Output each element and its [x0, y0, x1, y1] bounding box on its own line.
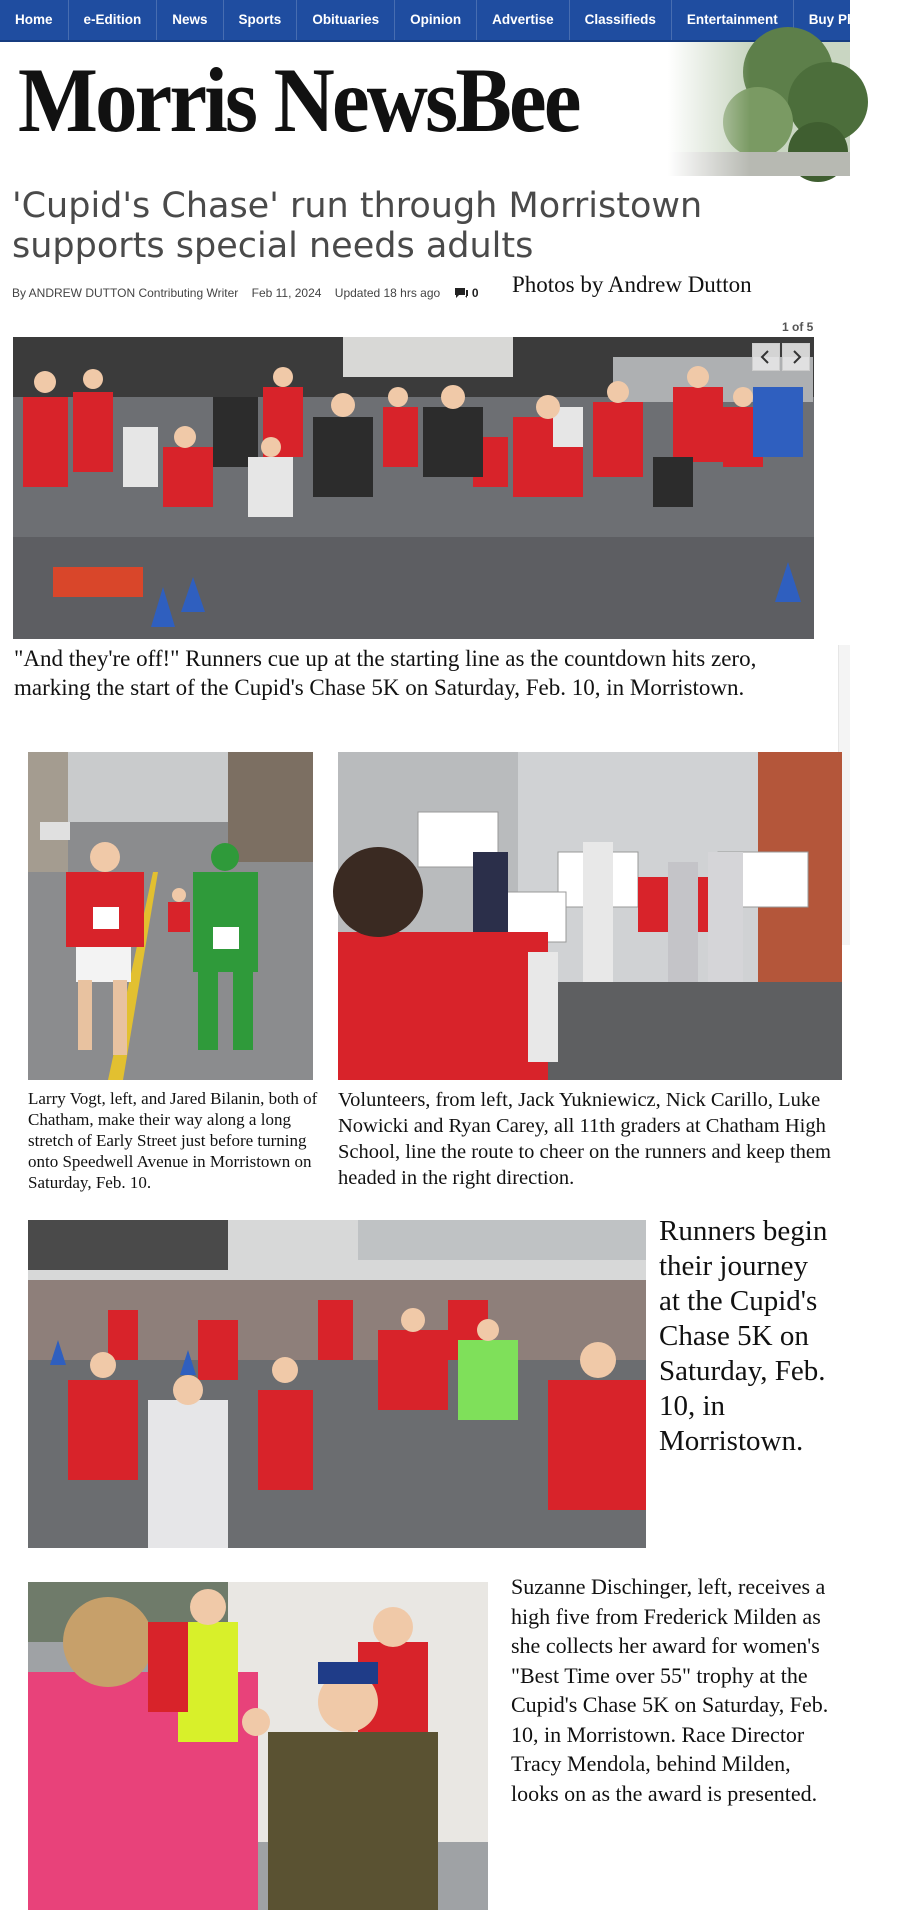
- nav-advertise[interactable]: Advertise: [477, 0, 570, 40]
- gallery-main-caption: "And they're off!" Runners cue up at the starting line as the countdown hits zero, marking the start of the Cupid's Chase 5K on Saturday, Feb. 10, in Morristown.: [14, 646, 757, 700]
- nav-obituaries[interactable]: Obituaries: [297, 0, 395, 40]
- photo-high-five-caption: Suzanne Dischinger, left, receives a high five from Frederick Milden as she collects her award for women's "Best Time over 55" trophy at the Cupid's Chase 5K on Saturday, Feb. 10, in Morristown. Race Director Tracy Mendola, behind Milden, looks on as the award is presented.: [511, 1574, 829, 1806]
- chevron-left-icon: [760, 350, 772, 364]
- comments-link[interactable]: [454, 286, 489, 300]
- nav-entertainment[interactable]: Entertainment: [672, 0, 794, 40]
- gallery-prev-button[interactable]: [752, 343, 780, 371]
- comment-icon: [454, 287, 469, 299]
- photo-early-street[interactable]: [28, 752, 313, 1080]
- nav-sports[interactable]: Sports: [224, 0, 298, 40]
- gallery-main-photo[interactable]: [13, 337, 814, 639]
- nav-opinion[interactable]: Opinion: [395, 0, 477, 40]
- site-logo[interactable]: Morris NewsBee: [18, 49, 579, 151]
- masthead-tree-photo: [668, 42, 850, 176]
- photo-volunteers[interactable]: [338, 752, 842, 1080]
- nav-news[interactable]: News: [157, 0, 223, 40]
- gallery-next-button[interactable]: [782, 343, 810, 371]
- nav-classifieds[interactable]: Classifieds: [570, 0, 672, 40]
- photo-volunteers-caption: Volunteers, from left, Jack Yukniewicz, Nick Carillo, Luke Nowicki and Ryan Carey, all 11th graders at Chatham High School, line the route to cheer on the runners and keep them headed in the right direction.: [338, 1089, 831, 1189]
- photo-runners-begin-caption: Runners begin their journey at the Cupid's Chase 5K on Saturday, Feb. 10, in Morristown.: [659, 1215, 828, 1457]
- nav-home[interactable]: Home: [0, 0, 69, 40]
- chevron-right-icon: [790, 350, 802, 364]
- nav-e-edition[interactable]: e-Edition: [69, 0, 158, 40]
- gallery-counter: 1 of 5: [782, 320, 814, 334]
- author-byline[interactable]: By ANDREW DUTTON Contributing Writer: [12, 286, 239, 300]
- nav-list: [0, 0, 884, 40]
- nav-buy-photos[interactable]: Buy Photos: [808, 12, 884, 27]
- photo-early-street-caption: Larry Vogt, left, and Jared Bilanin, both of Chatham, make their way along a long stretch of Early Street just before turning onto Speedwell Avenue in Morristown on Saturday, Feb. 10.: [28, 1089, 318, 1192]
- publish-date: Feb 11, 2024: [251, 286, 322, 300]
- photo-runners-begin[interactable]: [28, 1220, 646, 1548]
- top-navigation: [0, 0, 884, 42]
- byline: [12, 286, 499, 300]
- photo-high-five[interactable]: [28, 1582, 488, 1910]
- photos-credit: Photos by Andrew Dutton: [512, 272, 752, 297]
- updated-time: Updated 18 hrs ago: [334, 286, 441, 300]
- comment-count: 0: [471, 286, 479, 300]
- masthead: [0, 42, 850, 176]
- article-headline: 'Cupid's Chase' run through Morristown supports special needs adults: [12, 186, 703, 266]
